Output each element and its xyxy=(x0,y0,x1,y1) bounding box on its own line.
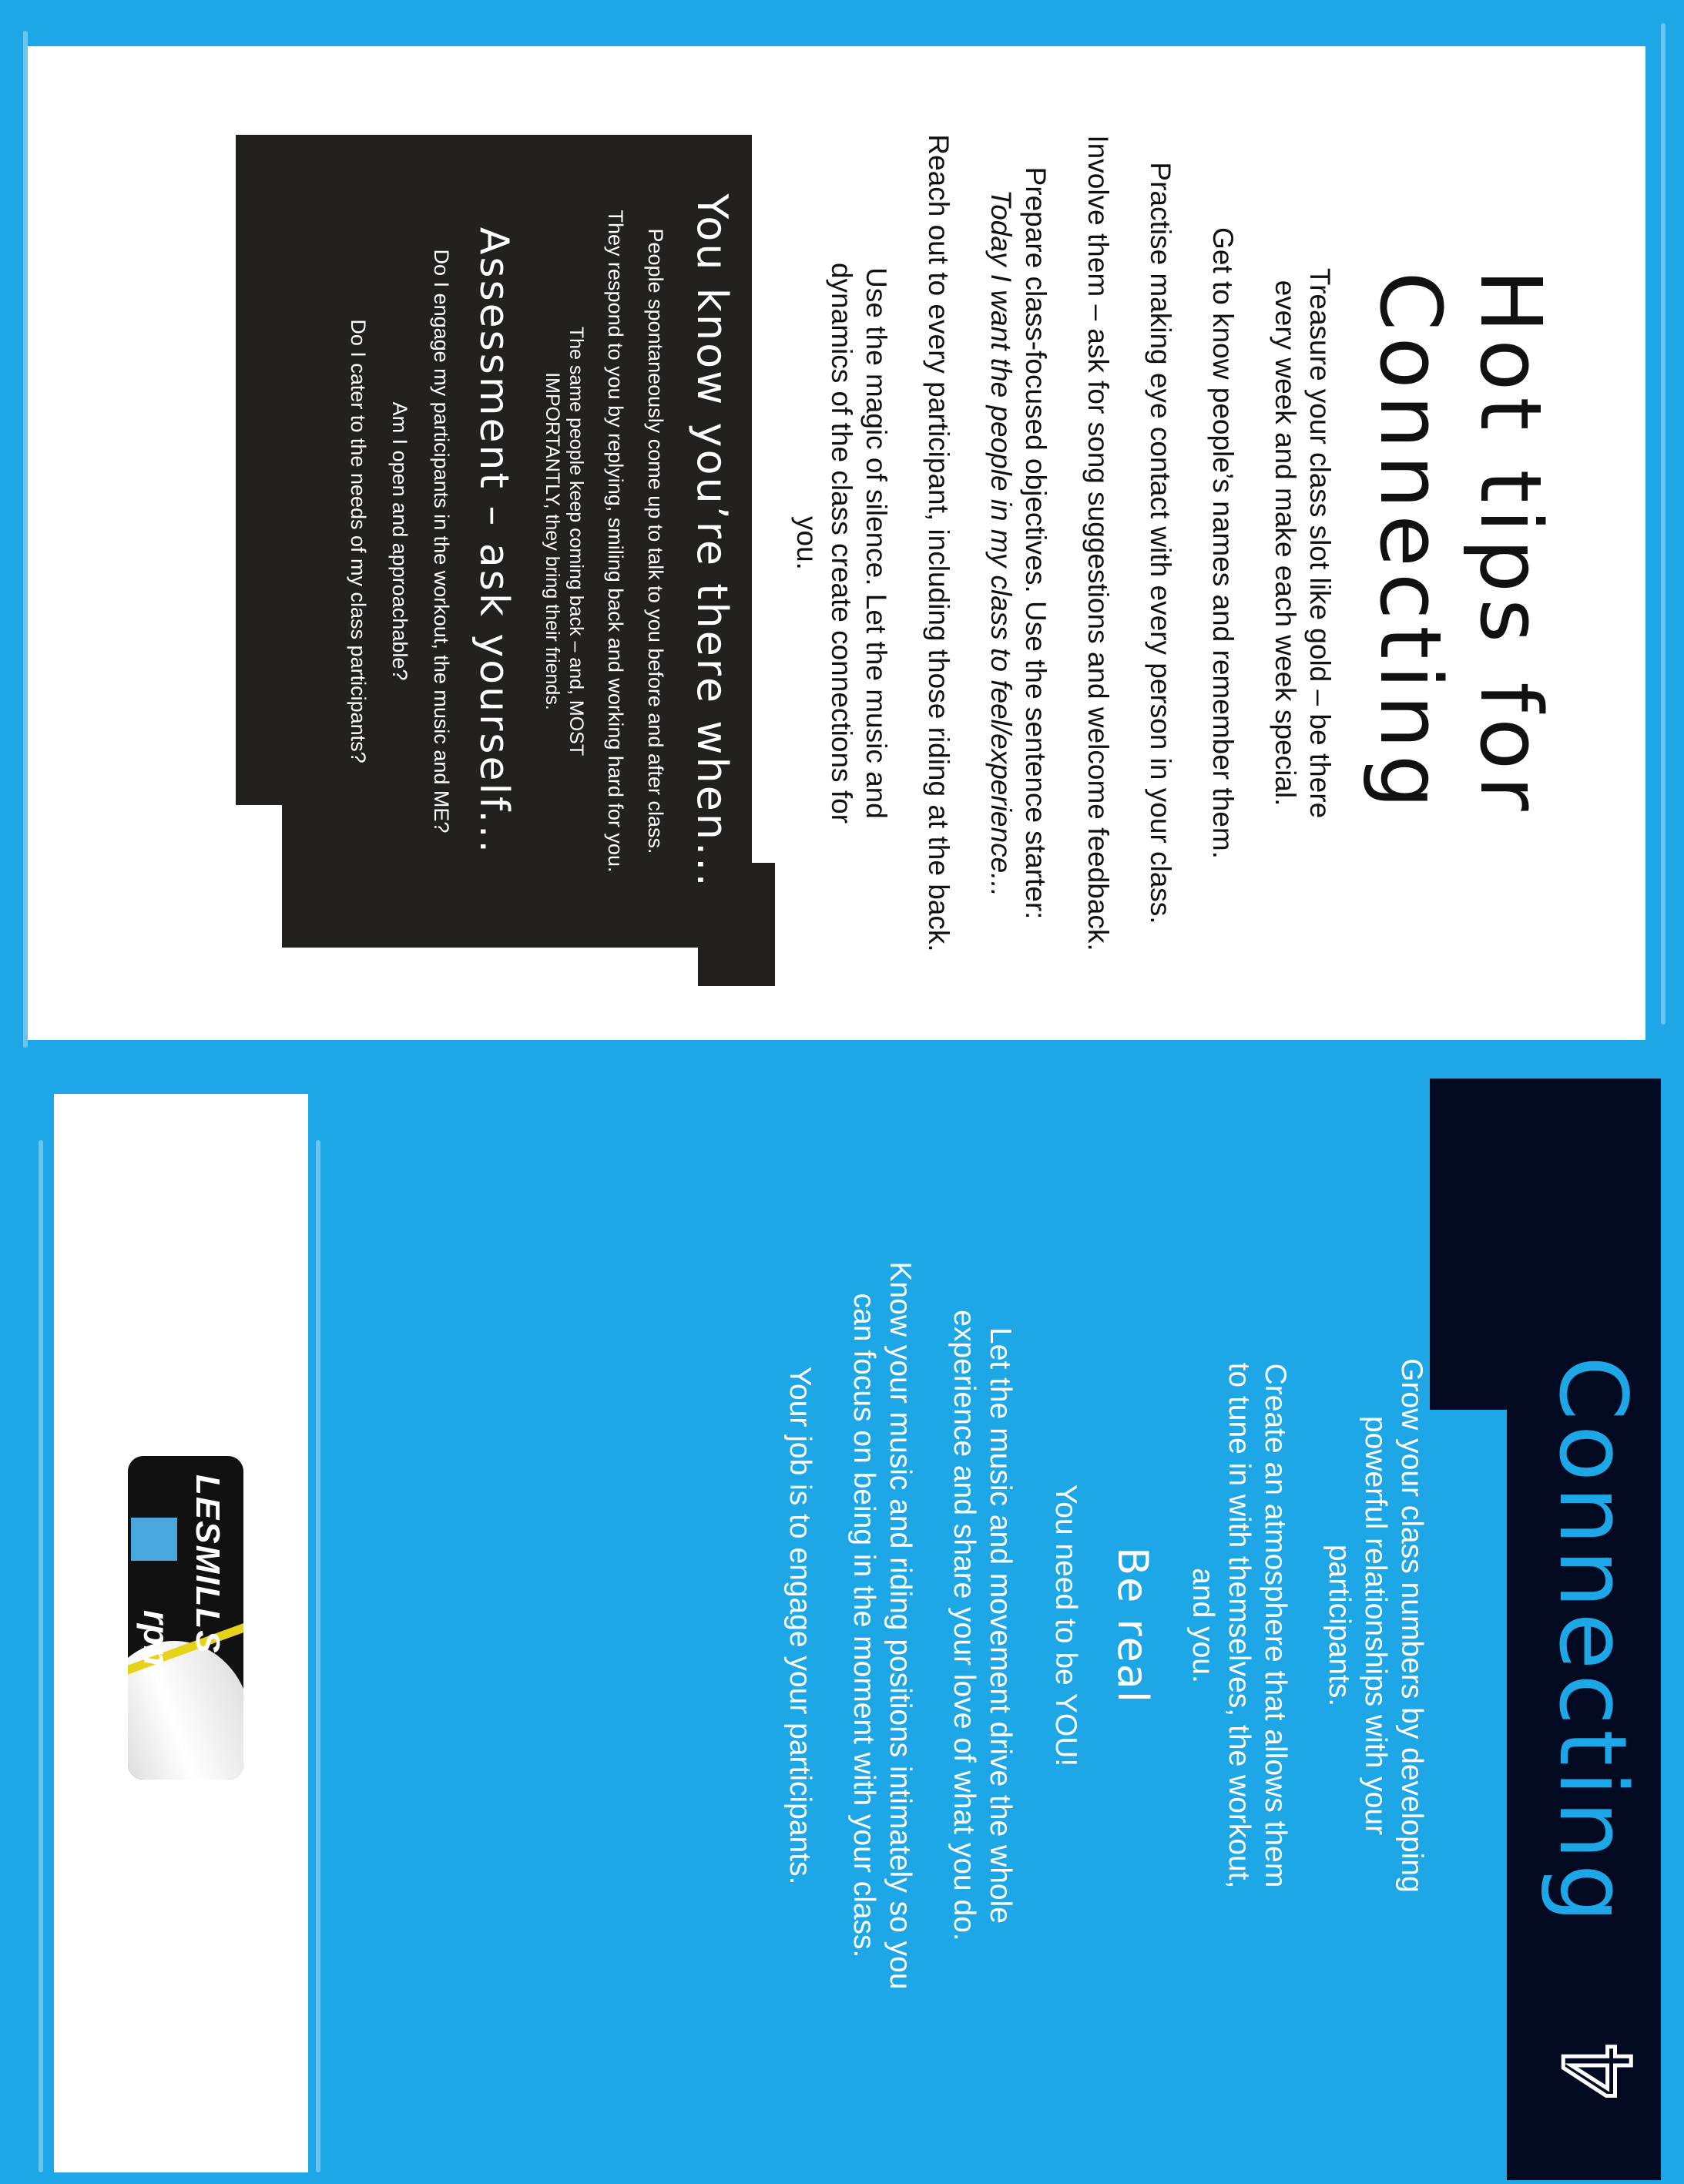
right-page xyxy=(28,46,1645,1040)
hot-tips-title-line2: Connecting xyxy=(1361,271,1460,815)
runner-icon xyxy=(131,1518,177,1561)
chapter-header-tab xyxy=(1430,1079,1515,1410)
chapter-number: 4 xyxy=(1546,2041,1653,2101)
left-page xyxy=(0,1094,1684,2184)
paragraph-know: Know your music and riding positions intimately so you can focus on being in the moment with your class. xyxy=(847,1261,917,1990)
callout-title: You know you’re there when... xyxy=(688,193,736,889)
paragraph-be-you: You need to be YOU! xyxy=(1049,1484,1082,1767)
hot-tips-title xyxy=(1360,46,1561,1040)
tip-item: Treasure your class slot like gold – be there every week and make each week special. xyxy=(1270,267,1336,819)
tip-item: Use the magic of silence. Let the music and dynamics of the class create connections for you. xyxy=(791,262,892,824)
chapter-title: Connecting xyxy=(1538,1356,1645,1927)
logo xyxy=(128,1456,243,1780)
hot-tips-title-line1: Hot tips for xyxy=(1461,269,1560,817)
tip-item: Involve them – ask for song suggestions and welcome feedback. xyxy=(1082,135,1114,951)
tip-item: Practise making eye contact with every person in your class. xyxy=(1145,162,1176,924)
callout-box-tab-2 xyxy=(236,135,305,805)
paragraph-atmosphere: Create an atmosphere that allows them to tune in with themselves, the workout, and you. xyxy=(1186,1362,1292,1889)
texture-streak xyxy=(316,1140,320,2172)
paragraph-grow: Grow your class numbers by developing powerful relationships with your participants. xyxy=(1323,1358,1428,1893)
logo-brand: LESMILLS xyxy=(189,1474,226,1655)
paragraph-music: Let the music and movement drive the whole experience and share your love of what you do. xyxy=(948,1310,1017,1941)
texture-streak xyxy=(23,31,28,1048)
tip-item: Prepare class-focused objectives. Use the sentence starter: xyxy=(1020,166,1052,920)
callout-content xyxy=(346,135,736,948)
callout-line: People spontaneously come up to talk to you before and after class. xyxy=(644,228,667,854)
paragraph-job: Your job is to engage your participants. xyxy=(783,1366,817,1885)
texture-streak xyxy=(39,1140,43,2172)
assessment-title: Assessment – ask yourself... xyxy=(471,226,517,856)
assessment-question: Do I cater to the needs of my class participants? xyxy=(347,319,370,763)
logo-product: rpm xyxy=(136,1610,176,1677)
tip-item-italic: Today I want the people in my class to feel/experience... xyxy=(985,190,1017,897)
tip-item: Reach out to every participant, including those riding at the back. xyxy=(923,134,954,952)
assessment-question: Do I engage my participants in the workout, the music and ME? xyxy=(430,249,453,834)
heading-be-real: Be real xyxy=(1109,1547,1157,1704)
left-body xyxy=(782,1125,1430,2126)
callout-line: The same people keep coming back – and, MOST IMPORTANTLY, they bring their friends. xyxy=(542,326,587,757)
texture-streak xyxy=(1661,23,1666,1025)
assessment-question: Am I open and approachable? xyxy=(388,401,411,681)
tip-item: Get to know people’s names and remember them. xyxy=(1207,227,1239,859)
callout-line: They respond to you by replying, smiling back and working hard for you. xyxy=(604,210,627,873)
tips-list xyxy=(790,46,1337,1040)
